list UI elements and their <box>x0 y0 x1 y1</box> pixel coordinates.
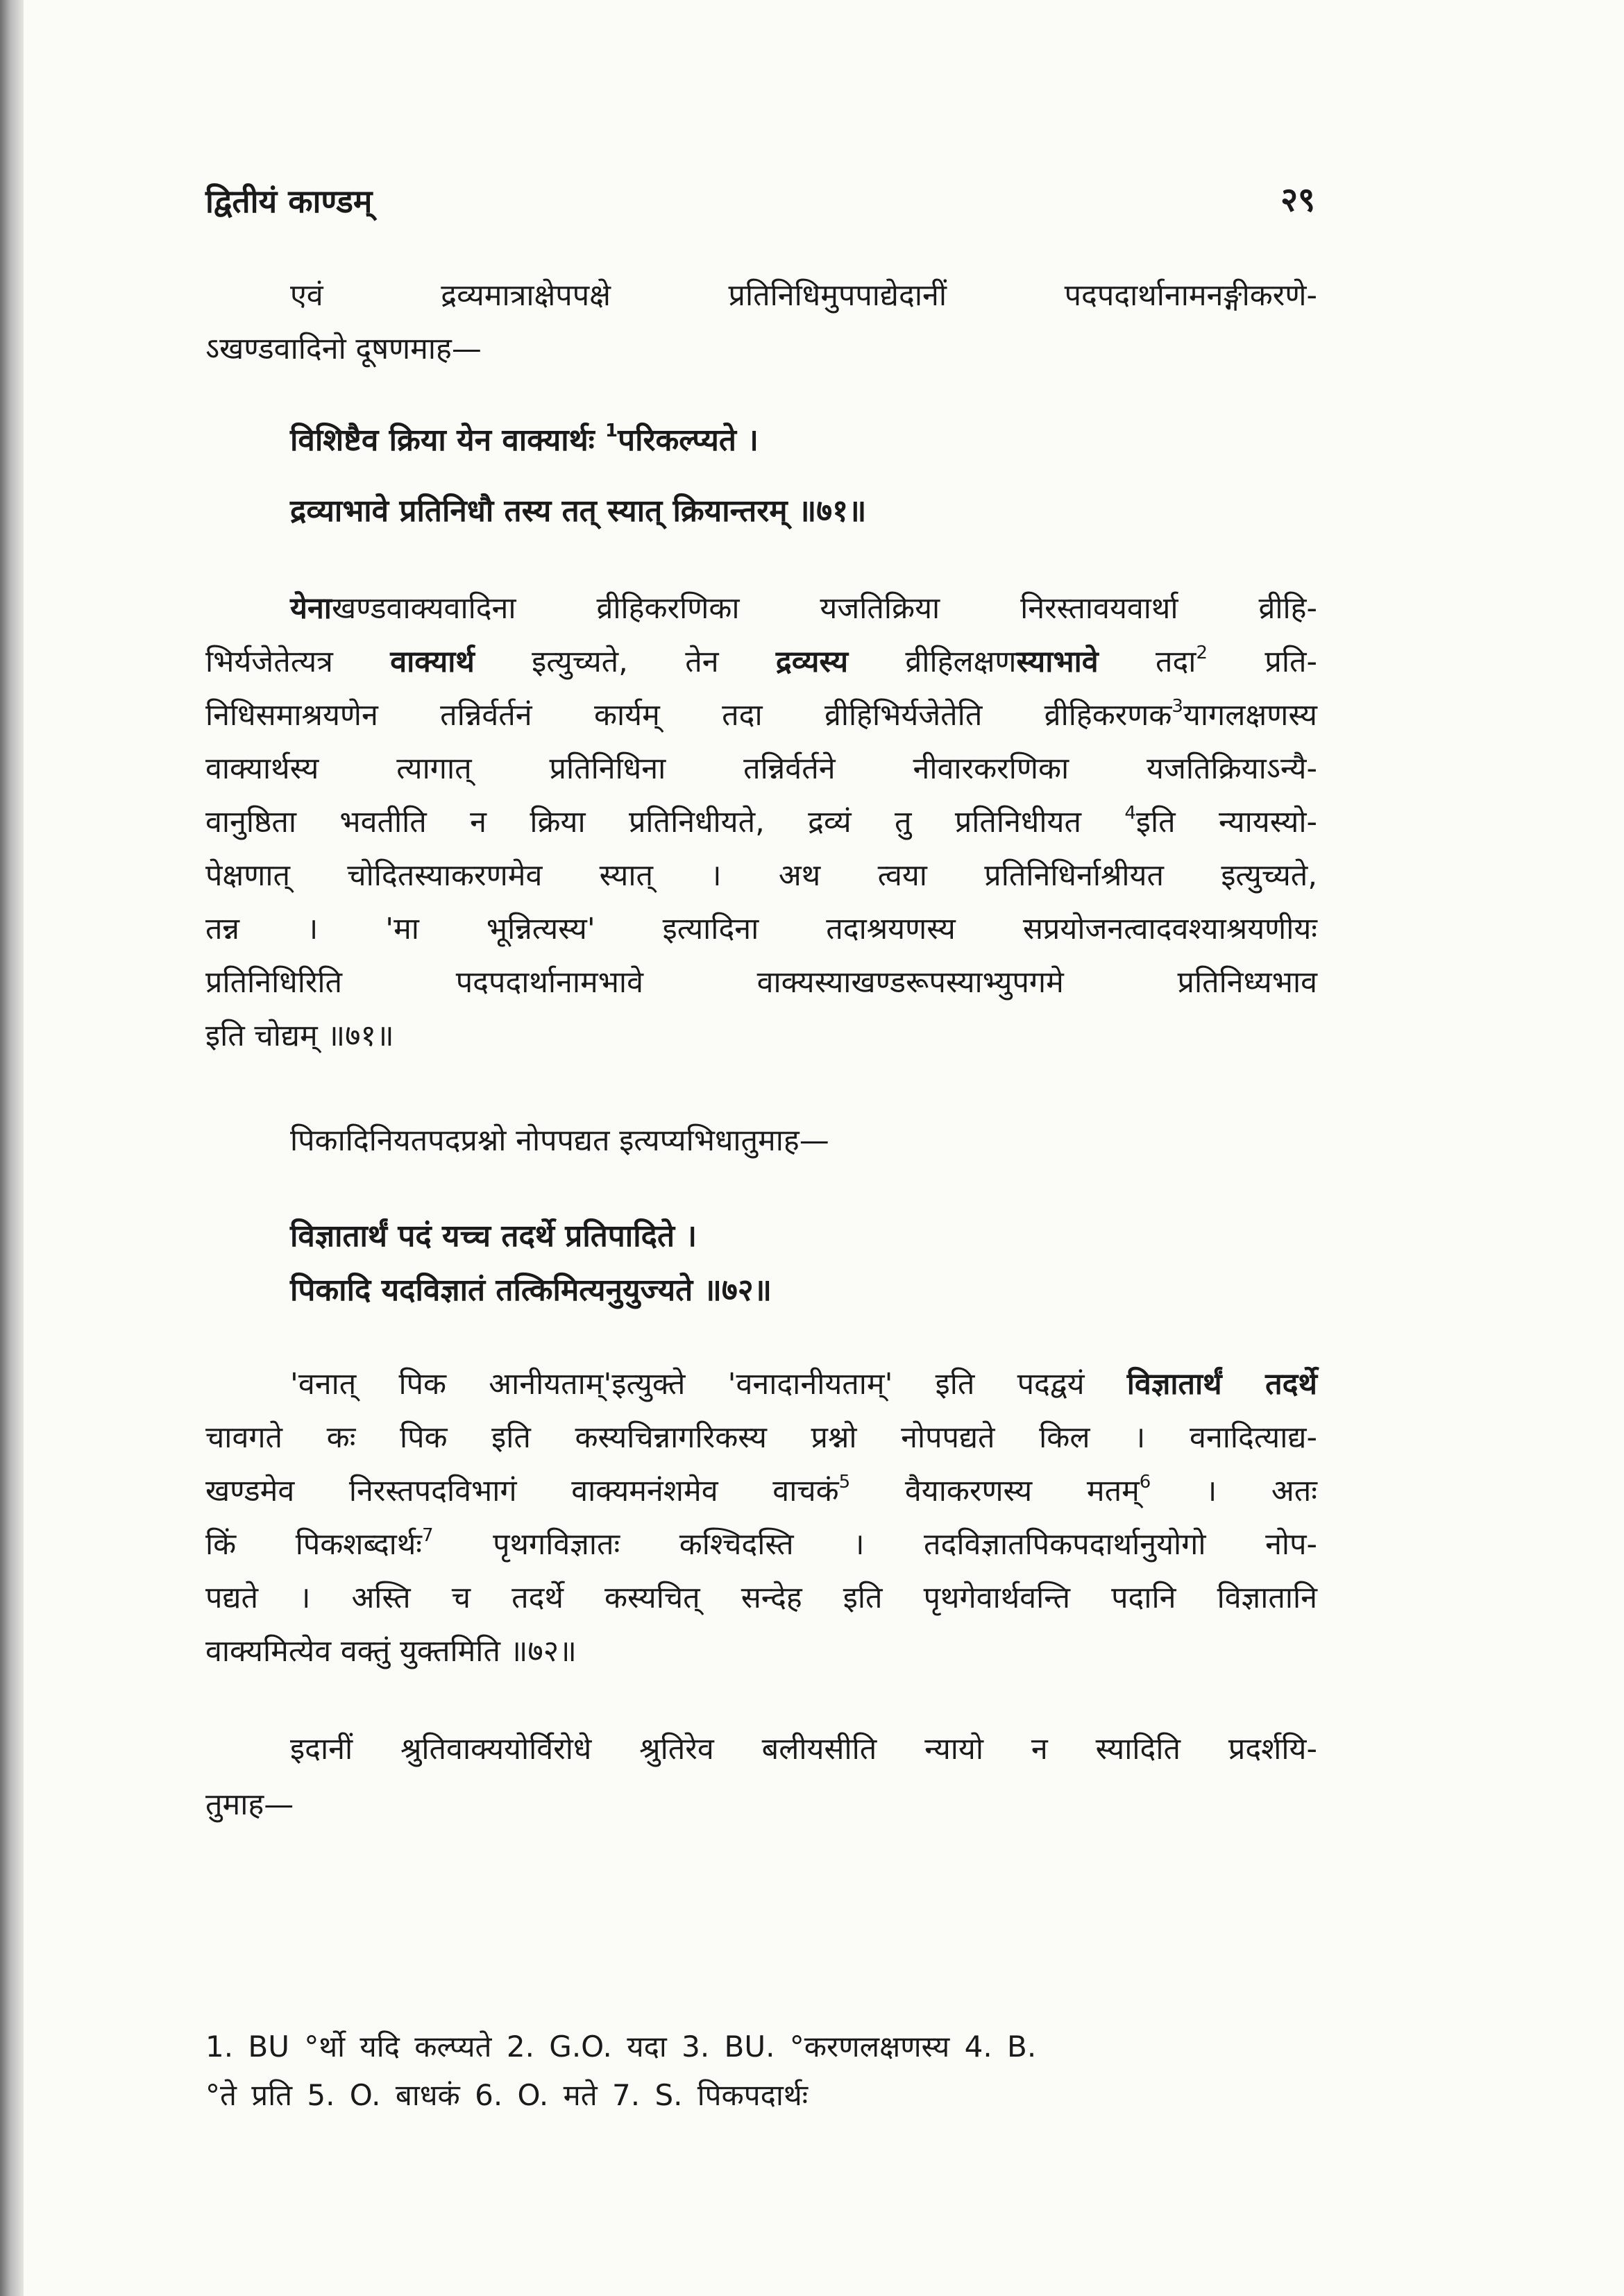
text-run: व्रीहिलक्षण <box>848 645 1017 679</box>
intro-72: पिकादिनियतपदप्रश्नो नोपपद्यत इत्यप्यभिधातुमाह— <box>290 1123 829 1158</box>
commentary-71-line-3 <box>205 695 1317 736</box>
intro-line-1: एवं द्रव्यमात्राक्षेपपक्षे प्रतिनिधिमुपपाद्येदानीं पदपदार्थानामनङ्गीकरणे- <box>290 278 1317 313</box>
commentary-71-line-1 <box>290 588 1317 629</box>
footnote-marker-7: 7 <box>422 1524 434 1546</box>
footnotes-line-2: °ते प्रति 5. O. बाधकं 6. O. मते 7. S. पिकपदार्थः <box>205 2078 809 2112</box>
verse-71-line-1-end: परिकल्प्यते । <box>618 423 759 458</box>
footnote-marker-4: 4 <box>1124 802 1136 824</box>
verse-71-line-1 <box>290 420 759 461</box>
text-run: किं पिकशब्दार्थः <box>205 1527 422 1562</box>
commentary-71-line-5 <box>205 801 1317 843</box>
commentary-72-line-5: पद्यते । अस्ति च तदर्थे कस्यचित् सन्देह इति पृथगेवार्थवन्ति पदानि विज्ञातानि <box>205 1581 1317 1615</box>
bold-term: वाक्यार्थ <box>390 645 475 679</box>
text-run: पृथगविज्ञातः कश्चिदस्ति । तदविज्ञातपिकपदार्थानुयोगो नोप- <box>433 1527 1318 1562</box>
commentary-71-line-7: तन्न । 'मा भून्नित्यस्य' इत्यादिना तदाश्रयणस्य सप्रयोजनत्वादवश्याश्रयणीयः <box>205 912 1317 946</box>
intro-73-line-2: तुमाह— <box>205 1787 294 1822</box>
intro-73-line-1: इदानीं श्रुतिवाक्ययोर्विरोधे श्रुतिरेव बलीयसीति न्यायो न स्यादिति प्रदर्शयि- <box>290 1732 1317 1767</box>
commentary-72-line-3 <box>205 1470 1317 1512</box>
text-run: यागलक्षणस्य <box>1183 698 1317 733</box>
footnote-marker-2: 2 <box>1196 642 1208 663</box>
bold-term: विज्ञातार्थं तदर्थे <box>1126 1367 1317 1402</box>
verse-72-line-2: पिकादि यदविज्ञातं तत्किमित्यनुयुज्यते ॥७२॥ <box>290 1273 772 1308</box>
bold-term: येना <box>290 591 332 626</box>
commentary-71-line-8: प्रतिनिधिरिति पदपदार्थानामभावे वाक्यस्याखण्डरूपस्याभ्युपगमे प्रतिनिध्यभाव <box>205 965 1317 1000</box>
text-run: खण्डमेव निरस्तपदविभागं वाक्यमनंशमेव वाचकं <box>205 1474 839 1508</box>
running-header: द्वितीयं काण्डम् <box>205 182 373 220</box>
bold-term: स्याभावे <box>1016 645 1099 679</box>
footnote-marker-1: 1 <box>604 420 618 442</box>
text-run: निधिसमाश्रयणेन तन्निर्वर्तनं कार्यम् तदा व्रीहिभिर्यजेतेति व्रीहिकरणक <box>205 698 1172 733</box>
verse-71-line-2: द्रव्याभावे प्रतिनिधौ तस्य तत् स्यात् क्रियान्तरम् ॥७१॥ <box>290 493 867 529</box>
text-run: तदा <box>1098 645 1196 679</box>
commentary-72-line-6: वाक्यमित्येव वक्तुं युक्तमिति ॥७२॥ <box>205 1634 577 1669</box>
commentary-72-line-1 <box>290 1363 1317 1405</box>
footnote-marker-3: 3 <box>1172 695 1183 717</box>
footnotes-line-1: 1. BU °र्थो यदि कल्प्यते 2. G.O. यदा 3. BU. °करणलक्षणस्य 4. B. <box>205 2030 1037 2064</box>
footnote-marker-5: 5 <box>838 1471 851 1493</box>
text-run: । अतः <box>1151 1474 1317 1508</box>
text-run: इत्युच्यते, तेन <box>474 645 776 679</box>
commentary-72-line-4 <box>205 1524 1317 1565</box>
text-run: वैयाकरणस्य मतम् <box>850 1474 1140 1508</box>
text-run: खण्डवाक्यवादिना व्रीहिकरणिका यजतिक्रिया निरस्तावयवार्था व्रीहि- <box>331 591 1317 626</box>
commentary-71-line-6: पेक्षणात् चोदितस्याकरणमेव स्यात् । अथ त्वया प्रतिनिधिर्नाश्रीयत इत्युच्यते, <box>205 858 1317 893</box>
footnote-marker-6: 6 <box>1139 1471 1151 1493</box>
text-run: वानुष्ठिता भवतीति न क्रिया प्रतिनिधीयते, द्रव्यं तु प्रतिनिधीयत <box>205 805 1125 840</box>
commentary-71-line-2 <box>205 641 1317 683</box>
commentary-71-line-9: इति चोद्यम् ॥७१॥ <box>205 1019 394 1053</box>
commentary-72-line-2: चावगते कः पिक इति कस्यचिन्नागरिकस्य प्रश्नो नोपपद्यते किल । वनादित्याद्य- <box>205 1420 1317 1455</box>
bold-term: द्रव्यस्य <box>775 645 849 679</box>
text-run: इति न्यायस्यो- <box>1135 805 1318 840</box>
verse-71-line-1-text: विशिष्टैव क्रिया येन वाक्यार्थः <box>290 423 605 458</box>
text-run: प्रति- <box>1208 645 1317 679</box>
verse-72-line-1: विज्ञातार्थं पदं यच्च तदर्थे प्रतिपादिते । <box>290 1218 697 1254</box>
text-run: भिर्यजेतेत्यत्र <box>205 645 391 679</box>
text-run: 'वनात् पिक आनीयताम्'इत्युक्ते 'वनादानीयताम्' इति पदद्वयं <box>290 1367 1127 1402</box>
page-number: २९ <box>1280 180 1315 219</box>
intro-line-2: ऽखण्डवादिनो दूषणमाह— <box>205 332 482 366</box>
commentary-71-line-4: वाक्यार्थस्य त्यागात् प्रतिनिधिना तन्निर्वर्तने नीवारकरणिका यजतिक्रियाऽन्यै- <box>205 751 1317 786</box>
